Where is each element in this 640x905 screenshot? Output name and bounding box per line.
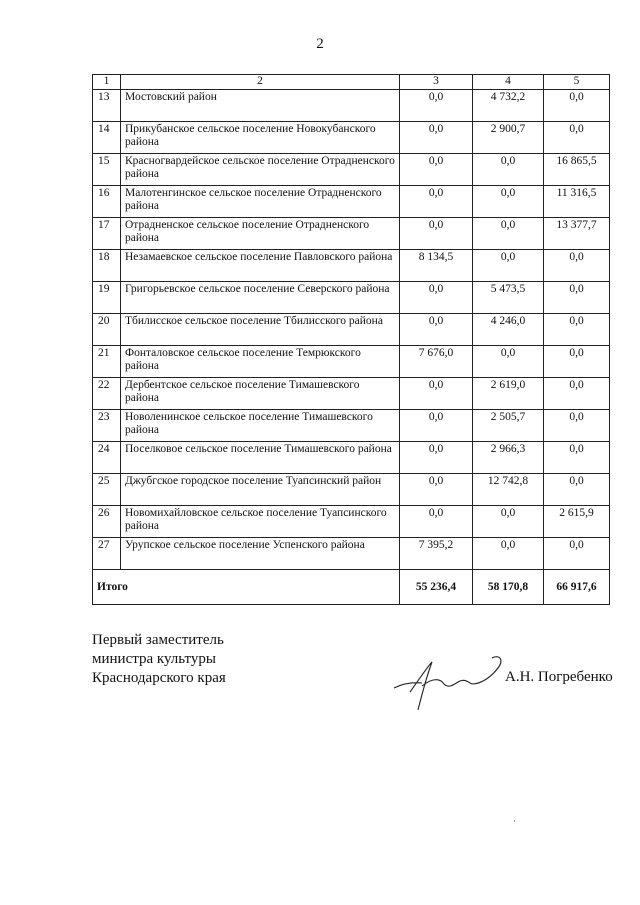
column-4-value-cell: 0,0 <box>473 250 544 282</box>
column-5-value-cell: 0,0 <box>544 474 610 506</box>
column-5-value-cell: 2 615,9 <box>544 506 610 538</box>
column-4-value-cell: 5 473,5 <box>473 282 544 314</box>
table-row <box>93 538 610 570</box>
column-3-value-cell: 8 134,5 <box>400 250 473 282</box>
column-3-value-cell: 0,0 <box>400 122 473 154</box>
column-3-value-cell: 0,0 <box>400 90 473 122</box>
row-number-cell: 13 <box>93 90 121 122</box>
total-label: Итого <box>93 570 400 605</box>
settlement-name-cell: Мостовский район <box>121 90 400 122</box>
column-3-value-cell: 0,0 <box>400 314 473 346</box>
page-number: 2 <box>316 36 324 52</box>
row-number-cell: 18 <box>93 250 121 282</box>
column-4-value-cell: 4 732,2 <box>473 90 544 122</box>
column-5-value-cell: 0,0 <box>544 90 610 122</box>
signer-position-line-2: министра культуры <box>92 651 216 667</box>
row-number-cell: 15 <box>93 154 121 186</box>
header-cell: 4 <box>473 75 544 90</box>
row-number-cell: 14 <box>93 122 121 154</box>
column-3-value-cell: 0,0 <box>400 442 473 474</box>
column-4-value-cell: 0,0 <box>473 346 544 378</box>
scan-mark <box>514 820 515 822</box>
settlement-name-cell: Новомихайловское сельское поселение Туапсинского района <box>121 506 400 538</box>
settlement-name-cell: Урупское сельское поселение Успенского района <box>121 538 400 570</box>
table-row <box>93 122 610 154</box>
column-3-value-cell: 0,0 <box>400 186 473 218</box>
column-4-value-cell: 0,0 <box>473 506 544 538</box>
table-row <box>93 282 610 314</box>
settlement-name-cell: Григорьевское сельское поселение Северского района <box>121 282 400 314</box>
signature-block <box>92 631 226 688</box>
column-3-value-cell: 0,0 <box>400 506 473 538</box>
row-number-cell: 19 <box>93 282 121 314</box>
column-3-value-cell: 7 395,2 <box>400 538 473 570</box>
column-4-value-cell: 0,0 <box>473 186 544 218</box>
row-number-cell: 24 <box>93 442 121 474</box>
table-row <box>93 90 610 122</box>
column-3-value-cell: 0,0 <box>400 218 473 250</box>
column-5-value-cell: 13 377,7 <box>544 218 610 250</box>
header-cell: 1 <box>93 75 121 90</box>
column-4-value-cell: 2 966,3 <box>473 442 544 474</box>
column-4-value-cell: 2 619,0 <box>473 378 544 410</box>
settlement-name-cell: Джубгское городское поселение Туапсинский район <box>121 474 400 506</box>
settlement-name-cell: Красногвардейское сельское поселение Отрадненского района <box>121 154 400 186</box>
table-row <box>93 378 610 410</box>
total-c4-cell: 58 170,8 <box>473 570 544 605</box>
row-number-cell: 21 <box>93 346 121 378</box>
column-4-value-cell: 4 246,0 <box>473 314 544 346</box>
row-number-cell: 26 <box>93 506 121 538</box>
column-5-value-cell: 0,0 <box>544 378 610 410</box>
table-row <box>93 250 610 282</box>
row-number-cell: 22 <box>93 378 121 410</box>
column-3-value-cell: 0,0 <box>400 474 473 506</box>
table-header-row <box>93 75 610 90</box>
settlement-name-cell: Малотенгинское сельское поселение Отрадненского района <box>121 186 400 218</box>
column-3-value-cell: 0,0 <box>400 282 473 314</box>
column-3-value-cell: 0,0 <box>400 410 473 442</box>
settlement-name-cell: Незамаевское сельское поселение Павловского района <box>121 250 400 282</box>
settlement-name-cell: Дербентское сельское поселение Тимашевского района <box>121 378 400 410</box>
total-c5-cell: 66 917,6 <box>544 570 610 605</box>
table-row <box>93 314 610 346</box>
column-5-value-cell: 0,0 <box>544 282 610 314</box>
settlement-name-cell: Новоленинское сельское поселение Тимашевского района <box>121 410 400 442</box>
row-number-cell: 17 <box>93 218 121 250</box>
row-number-cell: 27 <box>93 538 121 570</box>
header-cell: 5 <box>544 75 610 90</box>
column-3-value-cell: 0,0 <box>400 378 473 410</box>
header-cell: 3 <box>400 75 473 90</box>
total-row <box>93 570 610 605</box>
table-row <box>93 410 610 442</box>
settlement-name-cell: Фонталовское сельское поселение Темрюкского района <box>121 346 400 378</box>
column-5-value-cell: 11 316,5 <box>544 186 610 218</box>
column-5-value-cell: 0,0 <box>544 122 610 154</box>
column-5-value-cell: 0,0 <box>544 442 610 474</box>
settlement-name-cell: Поселковое сельское поселение Тимашевского района <box>121 442 400 474</box>
table-row <box>93 186 610 218</box>
column-5-value-cell: 0,0 <box>544 538 610 570</box>
row-number-cell: 25 <box>93 474 121 506</box>
row-number-cell: 20 <box>93 314 121 346</box>
column-5-value-cell: 0,0 <box>544 250 610 282</box>
column-5-value-cell: 0,0 <box>544 314 610 346</box>
table-row <box>93 154 610 186</box>
table-row <box>93 218 610 250</box>
header-cell: 2 <box>121 75 400 90</box>
column-5-value-cell: 0,0 <box>544 346 610 378</box>
column-4-value-cell: 0,0 <box>473 538 544 570</box>
signer-name: А.Н. Погребенко <box>505 669 613 685</box>
table-row <box>93 442 610 474</box>
column-3-value-cell: 0,0 <box>400 154 473 186</box>
column-3-value-cell: 7 676,0 <box>400 346 473 378</box>
column-5-value-cell: 16 865,5 <box>544 154 610 186</box>
handwritten-signature <box>392 648 512 718</box>
total-c3-cell: 55 236,4 <box>400 570 473 605</box>
column-4-value-cell: 2 505,7 <box>473 410 544 442</box>
column-4-value-cell: 12 742,8 <box>473 474 544 506</box>
column-4-value-cell: 2 900,7 <box>473 122 544 154</box>
signer-position-line-3: Краснодарского края <box>92 670 226 686</box>
settlement-name-cell: Прикубанское сельское поселение Новокубанского района <box>121 122 400 154</box>
table-row <box>93 474 610 506</box>
funding-table <box>92 74 610 605</box>
signer-position-line-1: Первый заместитель <box>92 632 224 648</box>
column-4-value-cell: 0,0 <box>473 154 544 186</box>
row-number-cell: 16 <box>93 186 121 218</box>
table-row <box>93 506 610 538</box>
settlement-name-cell: Отрадненское сельское поселение Отрадненского района <box>121 218 400 250</box>
column-5-value-cell: 0,0 <box>544 410 610 442</box>
settlement-name-cell: Тбилисское сельское поселение Тбилисского района <box>121 314 400 346</box>
row-number-cell: 23 <box>93 410 121 442</box>
column-4-value-cell: 0,0 <box>473 218 544 250</box>
table-row <box>93 346 610 378</box>
